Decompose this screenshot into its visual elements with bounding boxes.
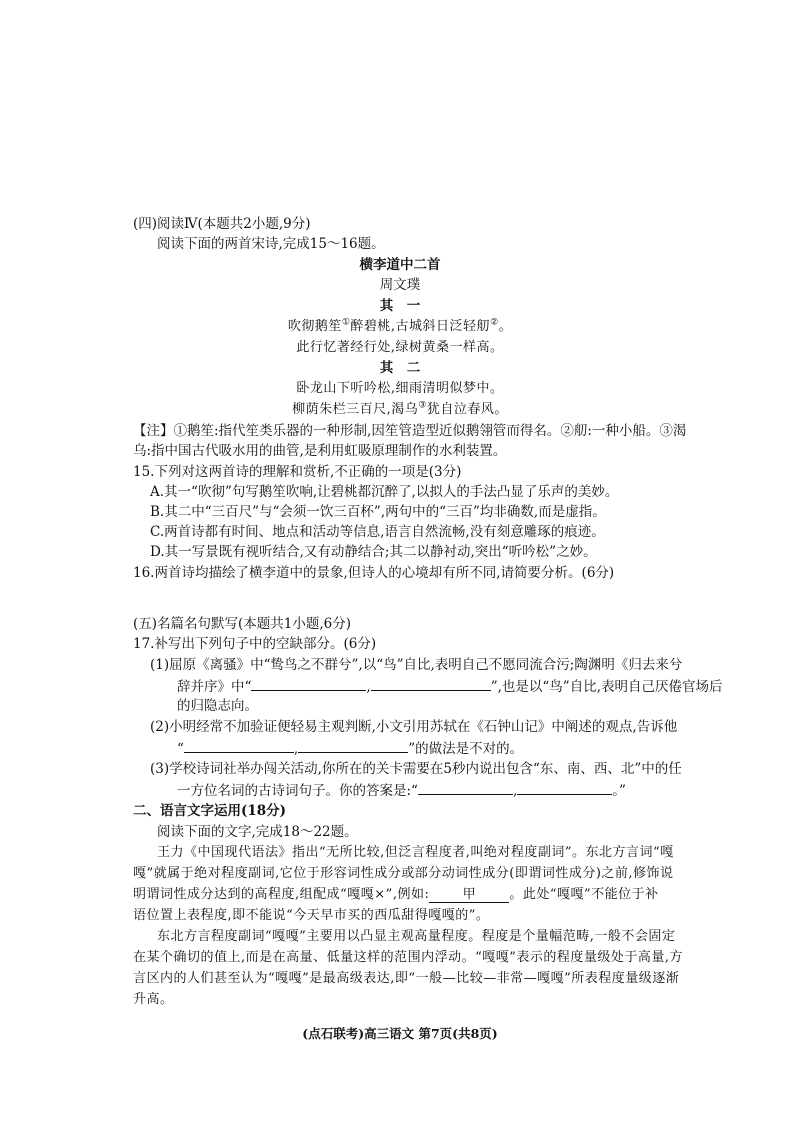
- passage-para2-line1: 东北方言程度副词“嘎嘎”主要用以凸显主观高量程度。程度是个量幅范畴,一般不会固定: [157, 929, 676, 944]
- answer-blank[interactable]: [298, 738, 408, 753]
- passage-para1-line1: 王力《中国现代语法》指出“无所比较,但泛言程度者,叫绝对程度副词”。东北方言词“嘎: [157, 845, 674, 860]
- part2-intro: 阅读下面的文字,完成18～22题。: [157, 824, 358, 840]
- passage-para2-line3: 言区内的人们甚至认为“嘎嘎”是最高级表达,即“一般—比较—非常—嘎嘎”所表程度量级逐渐: [133, 971, 680, 986]
- answer-blank[interactable]: [517, 780, 612, 795]
- answer-blank[interactable]: [371, 676, 491, 691]
- poem-part1-line1: 吹彻鹅笙①醉碧桃,古城斜日泛轻舠②。: [287, 317, 513, 334]
- q17-sub1-line3: 的归隐志向。: [177, 698, 258, 714]
- poem-part1-label: 其 一: [379, 298, 421, 314]
- q15-option-b: B.其二中“三百尺”与“会须一饮三百杯”,两句中的“三百”均非确数,而是虚指。: [150, 504, 606, 520]
- q15-option-c: C.两首诗都有时间、地点和活动等信息,语言自然流畅,没有刻意雕琢的痕迹。: [150, 524, 605, 540]
- q17-sub1-line2: 辞并序》中“ , ”,也是以“鸟”自比,表明自己厌倦官场后: [177, 676, 723, 697]
- question-17: 17.补写出下列句子中的空缺部分。(6分): [133, 636, 377, 652]
- section5-heading: (五)名篇名句默写(本题共1小题,6分): [133, 616, 352, 632]
- q17-sub2-line2: “ , ”的做法是不对的。: [177, 738, 523, 759]
- answer-blank[interactable]: [418, 780, 513, 795]
- answer-blank[interactable]: [184, 738, 294, 753]
- poem-notes-line2: 乌:指中国古代吸水用的曲管,是利用虹吸原理制作的水利装置。: [133, 443, 507, 459]
- passage-para2-line2: 在某个确切的值上,而是在高量、低量这样的范围内浮动。“嘎嘎”表示的程度量级处于高量,方: [133, 950, 684, 965]
- question-16: 16.两首诗均描绘了横李道中的景象,但诗人的心境却有所不同,请简要分析。(6分): [133, 565, 615, 581]
- passage-para2-line4: 升高。: [133, 992, 174, 1007]
- q17-sub2-line1: (2)小明经常不加验证便轻易主观判断,小文引用苏轼在《石钟山记》中阐述的观点,告诉他: [150, 719, 678, 735]
- poem-notes-line1: 【注】①鹅笙:指代笙类乐器的一种形制,因笙管造型近似鹅翎管而得名。②舠:一种小船。③渴: [133, 423, 687, 439]
- q17-sub3-line2: 一方位名词的古诗词句子。你的答案是:“ , 。”: [177, 780, 626, 801]
- section4-intro: 阅读下面的两首宋诗,完成15～16题。: [157, 236, 385, 252]
- poem-title: 横李道中二首: [359, 257, 441, 273]
- passage-para1-line3: 明谓词性成分达到的高程度,组配成“嘎嘎×”,例如: 甲 。此处“嘎嘎”不能位于补: [133, 887, 659, 902]
- poem-part1-line2: 此行忆著经行处,绿树黄桑一样高。: [296, 340, 504, 355]
- passage-para1-line4: 语位置上表程度,即不能说“今天早市买的西瓜甜得嘎嘎的”。: [133, 908, 490, 923]
- poem-part2-line1: 卧龙山下听吟松,细雨清明似梦中。: [296, 381, 504, 396]
- q15-option-a: A.其一“吹彻”句写鹅笙吹响,让碧桃都沉醉了,以拟人的手法凸显了乐声的美妙。: [150, 484, 619, 500]
- answer-blank[interactable]: [251, 676, 366, 691]
- passage-para1-line2: 嘎”就属于绝对程度副词,它位于形容词性成分或部分动词性成分(即谓词性成分)之前,修饰说: [133, 866, 674, 881]
- poem-author: 周文璞: [379, 277, 421, 293]
- q17-sub3-line1: (3)学校诗词社举办闯关活动,你所在的关卡需要在5秒内说出包含“东、南、西、北”中的任: [150, 761, 682, 777]
- page-footer: (点石联考)高三语文 第7页(共8页): [302, 1026, 498, 1041]
- poem-part2-label: 其 二: [379, 360, 421, 376]
- part2-heading: 二、语言文字运用(18分): [133, 803, 287, 819]
- poem-part2-line2: 柳荫朱栏三百尺,渴乌③犹自泣春风。: [292, 400, 508, 417]
- q15-option-d: D.其一写景既有视听结合,又有动静结合;其二以静衬动,突出“听吟松”之妙。: [150, 544, 597, 560]
- section4-heading: (四)阅读Ⅳ(本题共2小题,9分): [133, 216, 311, 232]
- blank-jia[interactable]: 甲: [429, 887, 509, 903]
- q17-sub1-line1: (1)屈原《离骚》中“鸷鸟之不群兮”,以“鸟”自比,表明自己不愿同流合污;陶渊明《归去来兮: [150, 657, 683, 673]
- question-15: 15.下列对这两首诗的理解和赏析,不正确的一项是(3分): [133, 464, 462, 480]
